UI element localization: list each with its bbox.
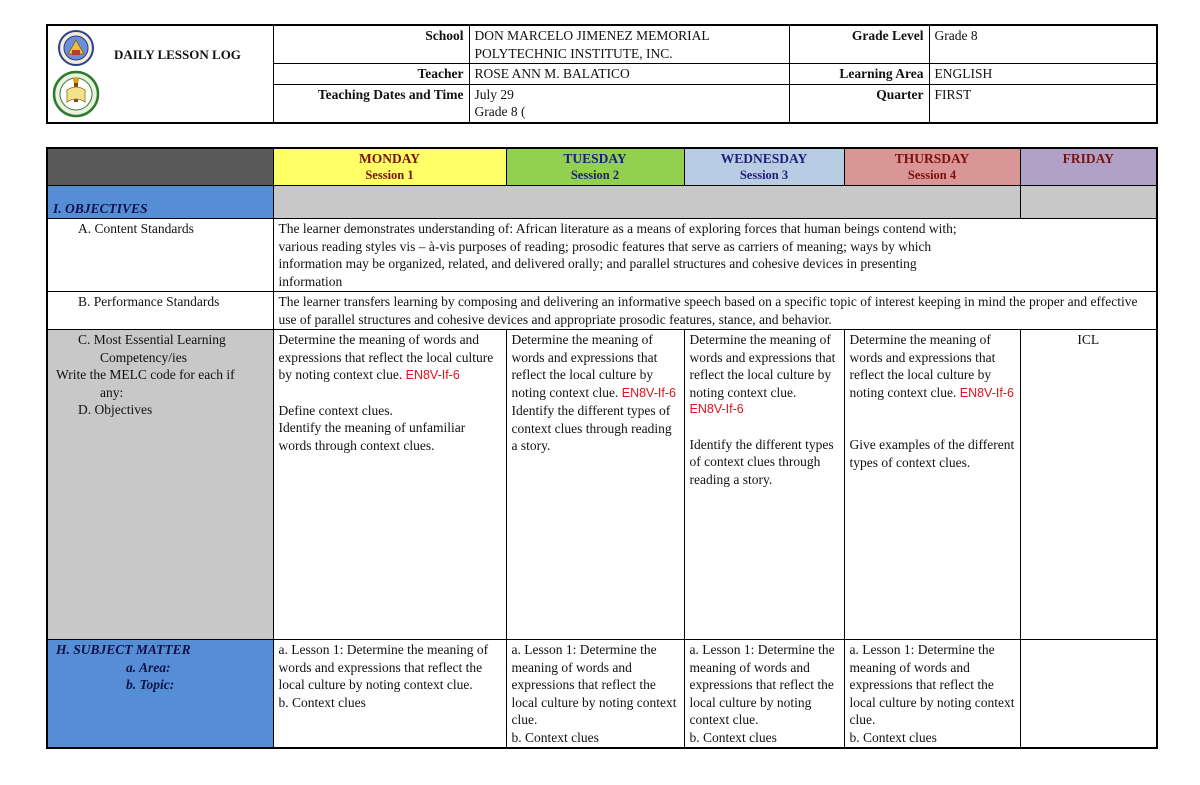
subject-friday	[1020, 640, 1157, 749]
day-friday	[1020, 148, 1157, 186]
session-label: Session 1	[365, 168, 414, 182]
day-header-row	[47, 148, 1157, 186]
area-label: a. Area:	[126, 659, 171, 675]
melc-code: EN8V-If-6	[405, 368, 460, 382]
topic-text: b. Context clues	[278, 694, 366, 710]
melc-code: EN8V-If-6	[689, 402, 744, 416]
melc-label-cell	[47, 330, 273, 640]
melc-label-line: Write the MELC code for each if	[56, 367, 235, 382]
objective-text: Identify the different types of context clues through reading a story.	[689, 436, 834, 487]
objective-text: Identify the meaning of unfamiliar words through context clues.	[278, 420, 466, 453]
melc-code: EN8V-If-6	[621, 385, 676, 400]
teacher-label: Teacher	[273, 64, 469, 85]
subject-tuesday	[506, 640, 684, 749]
lesson-text: a. Lesson 1: Determine the meaning of words and expressions that reflect the local culture by noting context clue.	[689, 642, 835, 727]
day-name: WEDNESDAY	[720, 151, 808, 166]
lesson-text: a. Lesson 1: Determine the meaning of words and expressions that reflect the local culture by noting context clue.	[511, 642, 677, 727]
melc-monday	[273, 330, 506, 640]
lesson-table	[46, 147, 1158, 749]
day-name: THURSDAY	[894, 151, 970, 166]
melc-text: Determine the meaning of words and expressions that reflect the local culture by noting context clue.	[689, 332, 836, 400]
performance-standards-text: The learner transfers learning by composing and delivering an informative speech based on a specific topic of interest keeping in mind the proper and effective use of parallel structures and cohesive devices and appropriate prosodic features, stance, and behavior.	[273, 292, 1157, 330]
objective-text: Give examples of the different types of context clues.	[849, 437, 1015, 470]
objective-text: Identify the different types of context clues through reading a story.	[511, 403, 672, 453]
header-logo-cell	[47, 25, 273, 123]
subject-thursday	[844, 640, 1020, 749]
subject-matter-row	[47, 640, 1157, 749]
melc-code: EN8V-If-6	[959, 385, 1014, 400]
day-thursday	[844, 148, 1020, 186]
school-seal-icon	[54, 72, 98, 116]
topic-text: b. Context clues	[689, 729, 777, 745]
melc-tuesday	[506, 330, 684, 640]
content-standards-paragraph: The learner demonstrates understanding of: African literature as a means of exploring forces that human beings contend with; various reading styles vis – à-vis purposes of reading; prosodic features that serve as carriers of meaning; ways by which information may be organized, related, and delivered orally; and parallel structures and cohesive devices in presenting information	[278, 221, 957, 289]
school-line-1: DON MARCELO JIMENEZ MEMORIAL	[474, 28, 710, 43]
day-monday	[273, 148, 506, 186]
grade-level-value: Grade 8	[929, 25, 1157, 64]
subject-wednesday	[684, 640, 844, 749]
dates-value	[469, 84, 789, 123]
day-name: FRIDAY	[1062, 151, 1114, 166]
objectives-label: D. Objectives	[78, 402, 153, 417]
objectives-grey-fill-friday	[1020, 186, 1157, 219]
day-wednesday	[684, 148, 844, 186]
topic-label: b. Topic:	[126, 677, 175, 692]
content-standards-row	[47, 219, 1157, 292]
school-label: School	[273, 25, 469, 64]
melc-friday: ICL	[1020, 330, 1157, 640]
melc-text: Determine the meaning of words and expressions that reflect the local culture by noting context clue.	[849, 332, 996, 400]
learning-area-label: Learning Area	[789, 64, 929, 85]
day-name: TUESDAY	[563, 151, 627, 166]
subject-monday	[273, 640, 506, 749]
quarter-value: FIRST	[929, 84, 1157, 123]
objective-text: Define context clues.	[278, 402, 393, 418]
melc-label-line: Competency/ies	[100, 349, 187, 365]
content-standards-label: A. Content Standards	[47, 219, 273, 292]
content-standards-text	[273, 219, 1157, 292]
melc-text: Determine the meaning of words and expressions that reflect the local culture by noting context clue.	[278, 332, 494, 382]
objectives-section-title: I. OBJECTIVES	[47, 186, 273, 219]
page-title: DAILY LESSON LOG	[114, 47, 241, 62]
lesson-text: a. Lesson 1: Determine the meaning of words and expressions that reflect the local culture by noting context clue.	[278, 642, 489, 692]
subject-matter-label-cell	[47, 640, 273, 749]
performance-standards-row	[47, 292, 1157, 330]
school-value	[469, 25, 789, 64]
session-label: Session 4	[907, 168, 957, 182]
corner-cell	[47, 148, 273, 186]
lesson-text: a. Lesson 1: Determine the meaning of words and expressions that reflect the local culture by noting context clue.	[849, 642, 1015, 727]
topic-text: b. Context clues	[849, 729, 937, 745]
school-line-2: POLYTECHNIC INSTITUTE, INC.	[474, 45, 673, 61]
header-table	[46, 24, 1158, 124]
day-name: MONDAY	[358, 151, 420, 166]
melc-thursday	[844, 330, 1020, 640]
subject-matter-title: H. SUBJECT MATTER	[56, 642, 191, 657]
topic-text: b. Context clues	[511, 729, 599, 745]
date-line-1: July 29	[474, 86, 514, 102]
session-label: Session 3	[739, 168, 789, 182]
objectives-grey-fill	[273, 186, 1020, 219]
teacher-value: ROSE ANN M. BALATICO	[469, 64, 789, 85]
dates-label: Teaching Dates and Time	[273, 84, 469, 123]
logo-area	[50, 28, 106, 118]
melc-wednesday	[684, 330, 844, 640]
quarter-label: Quarter	[789, 84, 929, 123]
day-tuesday	[506, 148, 684, 186]
session-label: Session 2	[570, 168, 620, 182]
grade-level-label: Grade Level	[789, 25, 929, 64]
date-line-2: Grade 8 (	[474, 104, 526, 119]
learning-area-value: ENGLISH	[929, 64, 1157, 85]
melc-label-line: C. Most Essential Learning	[78, 332, 226, 347]
melc-label-line: any:	[100, 384, 124, 400]
melc-text: Determine the meaning of words and expressions that reflect the local culture by noting context clue.	[511, 332, 658, 400]
performance-standards-label: B. Performance Standards	[47, 292, 273, 330]
objectives-section-row	[47, 186, 1157, 219]
melc-row	[47, 330, 1157, 640]
deped-seal-icon	[50, 28, 106, 120]
